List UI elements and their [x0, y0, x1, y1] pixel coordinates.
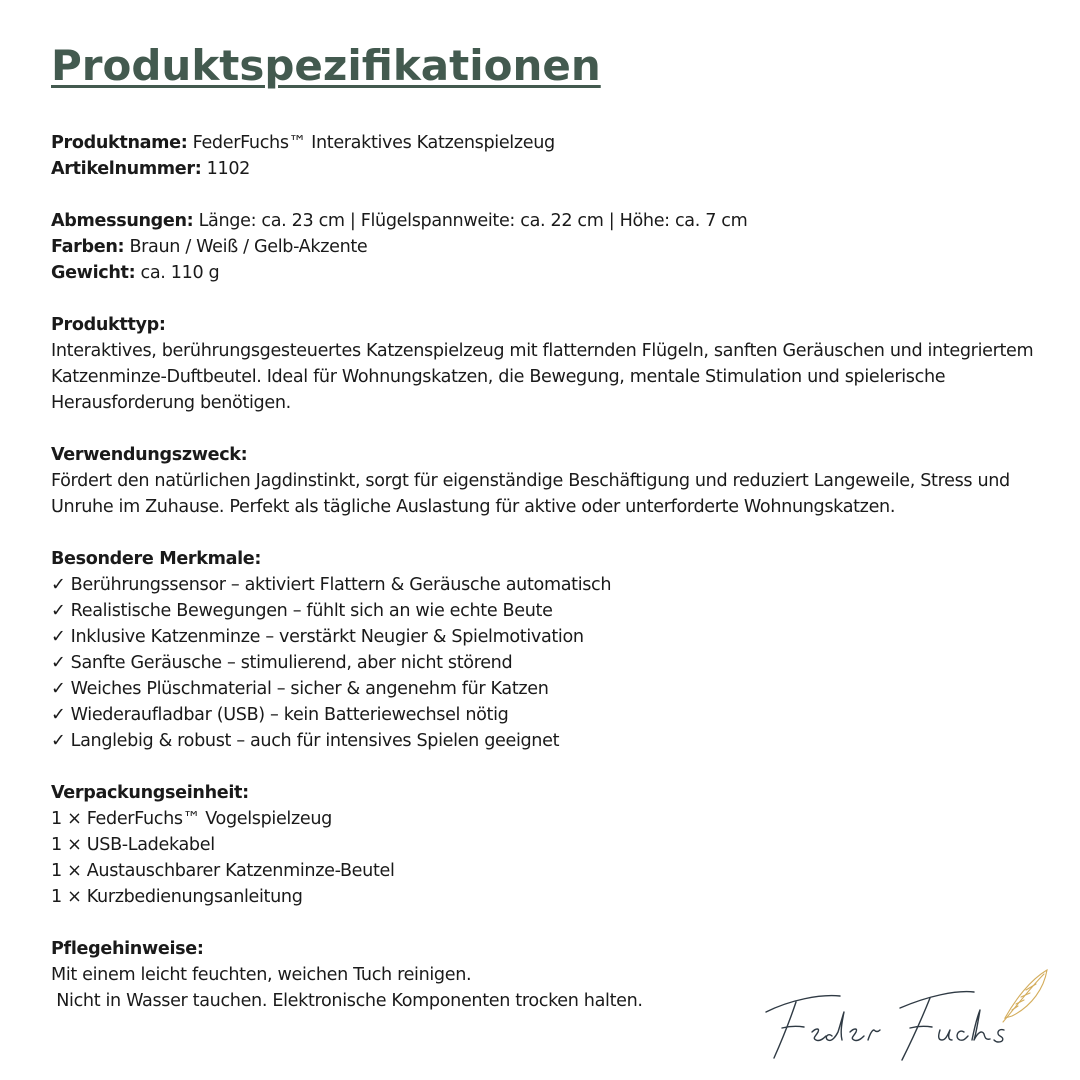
- dimensions-label: Abmessungen:: [51, 211, 194, 231]
- package-item: 1 × Austauschbarer Katzenminze-Beutel: [51, 861, 395, 881]
- article-number-row: [51, 156, 1040, 182]
- product-name-value: FederFuchs™ Interaktives Katzenspielzeug: [192, 133, 555, 153]
- spec-body: [51, 130, 1040, 1014]
- spacer: [51, 286, 1040, 312]
- care-line: Mit einem leicht feuchten, weichen Tuch reinigen.: [51, 965, 472, 985]
- feature-item: ✓ Sanfte Geräusche – stimulierend, aber nicht störend: [51, 653, 513, 673]
- logo-script: [766, 992, 1004, 1060]
- article-number-value: 1102: [206, 159, 251, 179]
- dimensions-row: [51, 208, 1040, 234]
- colors-value: Braun / Weiß / Gelb-Akzente: [129, 237, 368, 257]
- product-name-label: Produktname:: [51, 133, 188, 153]
- spacer: [51, 520, 1040, 546]
- spacer: [51, 910, 1040, 936]
- package-item: 1 × Kurzbedienungsanleitung: [51, 887, 303, 907]
- purpose-text: Fördert den natürlichen Jagdinstinkt, sorgt für eigenständige Beschäftigung und reduziert Langeweile, Stress und Unruhe im Zuhause. Perfekt als tägliche Auslastung für aktive oder unterforderte Wohnungskatzen.: [51, 471, 1010, 517]
- feature-item: ✓ Inklusive Katzenminze – verstärkt Neugier & Spielmotivation: [51, 627, 584, 647]
- feature-item: ✓ Berührungssensor – aktiviert Flattern & Geräusche automatisch: [51, 575, 612, 595]
- package-item: 1 × FederFuchs™ Vogelspielzeug: [51, 809, 332, 829]
- brand-logo: [760, 960, 1060, 1070]
- feature-item: ✓ Langlebig & robust – auch für intensives Spielen geeignet: [51, 731, 560, 751]
- feature-item: ✓ Weiches Plüschmaterial – sicher & angenehm für Katzen: [51, 679, 549, 699]
- article-number-label: Artikelnummer:: [51, 159, 202, 179]
- page-title: Produktspezifikationen: [51, 41, 601, 90]
- purpose-label: Verwendungszweck:: [51, 445, 248, 465]
- package-label: Verpackungseinheit:: [51, 783, 249, 803]
- spacer: [51, 416, 1040, 442]
- weight-value: ca. 110 g: [140, 263, 220, 283]
- weight-label: Gewicht:: [51, 263, 136, 283]
- spacer: [51, 754, 1040, 780]
- feature-item: ✓ Realistische Bewegungen – fühlt sich an wie echte Beute: [51, 601, 553, 621]
- dimensions-value: Länge: ca. 23 cm | Flügelspannweite: ca. 22 cm | Höhe: ca. 7 cm: [198, 211, 748, 231]
- colors-row: [51, 234, 1040, 260]
- product-name-row: [51, 130, 1040, 156]
- colors-label: Farben:: [51, 237, 125, 257]
- features-list: [51, 572, 1040, 754]
- feature-item: ✓ Wiederaufladbar (USB) – kein Batteriewechsel nötig: [51, 705, 509, 725]
- product-type-text: Interaktives, berührungsgesteuertes Katzenspielzeug mit flatternden Flügeln, sanften Geräuschen und integriertem Katzenminze-Duftbeutel. Ideal für Wohnungskatzen, die Bewegung, mentale Stimulation und spielerische Herausforderung benötigen.: [51, 341, 1034, 413]
- care-label: Pflegehinweise:: [51, 939, 204, 959]
- care-line: Nicht in Wasser tauchen. Elektronische Komponenten trocken halten.: [51, 991, 643, 1011]
- features-label: Besondere Merkmale:: [51, 549, 262, 569]
- feather-icon: [1003, 970, 1047, 1022]
- package-list: [51, 806, 1040, 910]
- spacer: [51, 182, 1040, 208]
- package-item: 1 × USB-Ladekabel: [51, 835, 215, 855]
- product-type-label: Produkttyp:: [51, 315, 166, 335]
- weight-row: [51, 260, 1040, 286]
